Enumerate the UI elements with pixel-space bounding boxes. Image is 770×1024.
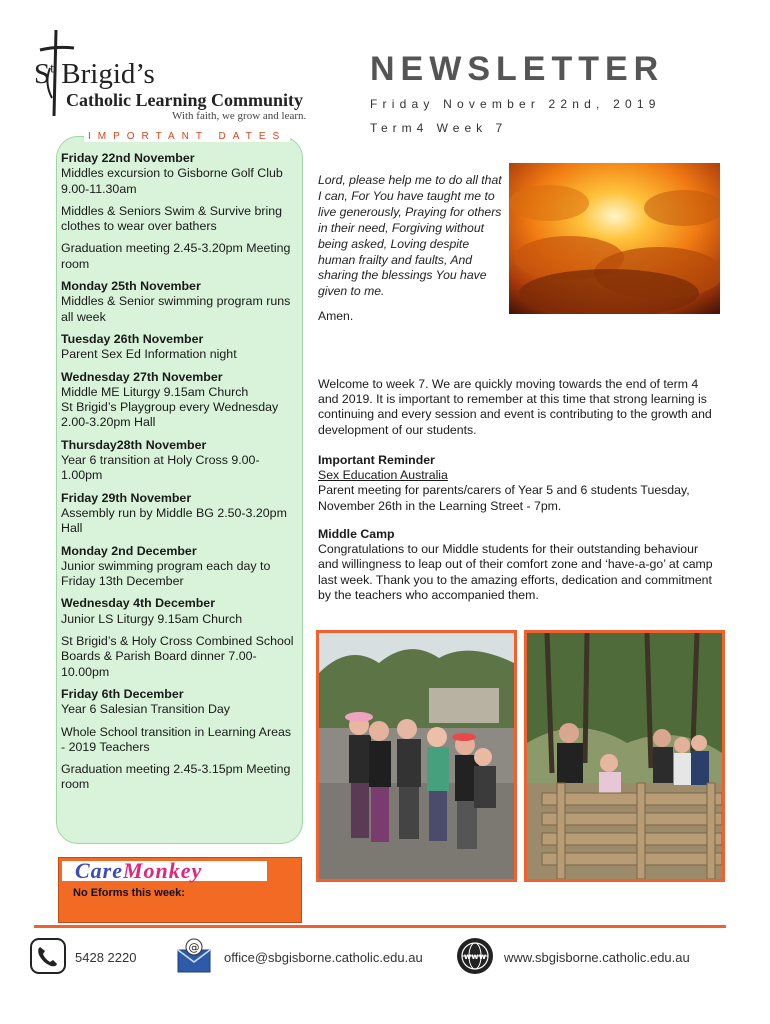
event-description: St Brigid’s & Holy Cross Combined School Boards & Parish Board dinner 7.00-10.00pm [61, 634, 294, 679]
event-item [61, 370, 298, 431]
event-description: Assembly run by Middle BG 2.50-3.20pm Hall [61, 505, 287, 536]
event-date: Tuesday 26th November [61, 331, 204, 346]
middle-camp-section [318, 527, 720, 603]
event-item [61, 544, 298, 590]
event-item [61, 687, 298, 718]
event-date: Friday 6th December [61, 686, 184, 701]
globe-label: www [463, 952, 487, 961]
logo-subtitle: Catholic Learning Community [66, 90, 304, 110]
camp-photo-group [316, 630, 517, 882]
event-description: Year 6 Salesian Transition Day [61, 702, 230, 717]
event-date: Friday 29th November [61, 490, 192, 505]
event-item [61, 634, 298, 680]
email-icon [176, 938, 212, 974]
phone-number[interactable]: 5428 2220 [75, 950, 137, 965]
event-description: Middle ME Liturgy 9.15am Church [61, 384, 249, 399]
event-description: Parent Sex Ed Information night [61, 347, 237, 362]
event-description: Junior LS Liturgy 9.15am Church [61, 611, 243, 626]
event-date: Wednesday 27th November [61, 369, 223, 384]
reminder-heading: Important Reminder [318, 453, 435, 467]
event-description: Graduation meeting 2.45-3.15pm Meeting room [61, 762, 291, 792]
event-list [61, 151, 298, 793]
event-description: St Brigid’s Playgroup every Wednesday 2.00-3.20pm Hall [61, 400, 279, 430]
event-date: Monday 25th November [61, 279, 201, 294]
caremonkey-logo: CareMonkey [75, 858, 203, 883]
prayer [318, 173, 508, 325]
globe-icon [455, 936, 495, 976]
logo-tagline: With faith, we grow and learn. [172, 110, 307, 122]
prayer-amen: Amen. [318, 309, 354, 324]
welcome-paragraph: Welcome to week 7. We are quickly moving towards the end of term 4 and 2019. It is important to remember at this time that strong learning is continuing and every session and event is contributing to the growth and development of our students. [318, 377, 712, 437]
newsletter-term: Term4 Week 7 [370, 121, 508, 135]
logo-name: $S^t$ Brigid’s [34, 58, 155, 90]
event-date: Thursday28th November [61, 437, 207, 452]
sex-education-link[interactable]: Sex Education Australia [318, 468, 448, 483]
middle-camp-text: Congratulations to our Middle students for their outstanding behaviour and willingness to leap out of their comfort zone and ‘have-a-go’ at camp last week. Thank you to the amazing efforts, dedication and commitment by the teachers who accompanied them. [318, 542, 713, 602]
event-description: Whole School transition in Learning Areas - 2019 Teachers [61, 724, 292, 754]
event-item [61, 725, 298, 756]
event-item [61, 438, 298, 484]
reminder-section [318, 453, 720, 514]
event-item [61, 279, 298, 325]
prayer-text: Lord, please help me to do all that I can, For You have taught me to live generously, Praying for others in their need, Forgiving without being asked, Loving despite human frailty and faults, And sharing the blessings You have given to me. [318, 173, 502, 299]
eforms-notice: No Eforms this week: [73, 887, 185, 899]
footer-rule [34, 925, 726, 928]
event-item [61, 332, 298, 363]
event-description: Graduation meeting 2.45-3.20pm Meeting room [61, 241, 291, 271]
svg-text:@: @ [188, 941, 200, 954]
important-dates-heading: IMPORTANT DATES [84, 131, 290, 142]
event-item [61, 204, 298, 235]
phone-icon [30, 938, 66, 974]
event-item [61, 241, 298, 272]
important-dates-panel [56, 136, 303, 844]
event-item [61, 762, 298, 793]
event-date: Friday 22nd November [61, 151, 195, 165]
event-item [61, 491, 298, 537]
event-date: Wednesday 4th December [61, 596, 216, 611]
sunset-clouds-image [509, 163, 720, 314]
event-description: Middles excursion to Gisborne Golf Club 9.00-11.30am [61, 166, 283, 196]
event-item [61, 596, 298, 627]
event-item [61, 151, 298, 197]
school-logo [30, 28, 320, 123]
event-description: Middles & Seniors Swim & Survive bring clothes to wear over bathers [61, 203, 283, 234]
camp-photo-fence [524, 630, 725, 882]
newsletter-title: NEWSLETTER [370, 50, 665, 88]
reminder-text: Parent meeting for parents/carers of Year 5 and 6 students Tuesday, November 26th in the Learning Street - 7pm. [318, 483, 690, 513]
email-address[interactable]: office@sbgisborne.catholic.edu.au [224, 950, 423, 965]
event-date: Monday 2nd December [61, 543, 197, 558]
middle-camp-heading: Middle Camp [318, 527, 395, 541]
event-description: Junior swimming program each day to Friday 13th December [61, 558, 271, 589]
newsletter-date: Friday November 22nd, 2019 [370, 97, 661, 111]
event-description: Year 6 transition at Holy Cross 9.00-1.00pm [61, 453, 260, 483]
event-description: Middles & Senior swimming program runs all week [61, 294, 291, 324]
website-link[interactable]: www.sbgisborne.catholic.edu.au [504, 950, 690, 965]
